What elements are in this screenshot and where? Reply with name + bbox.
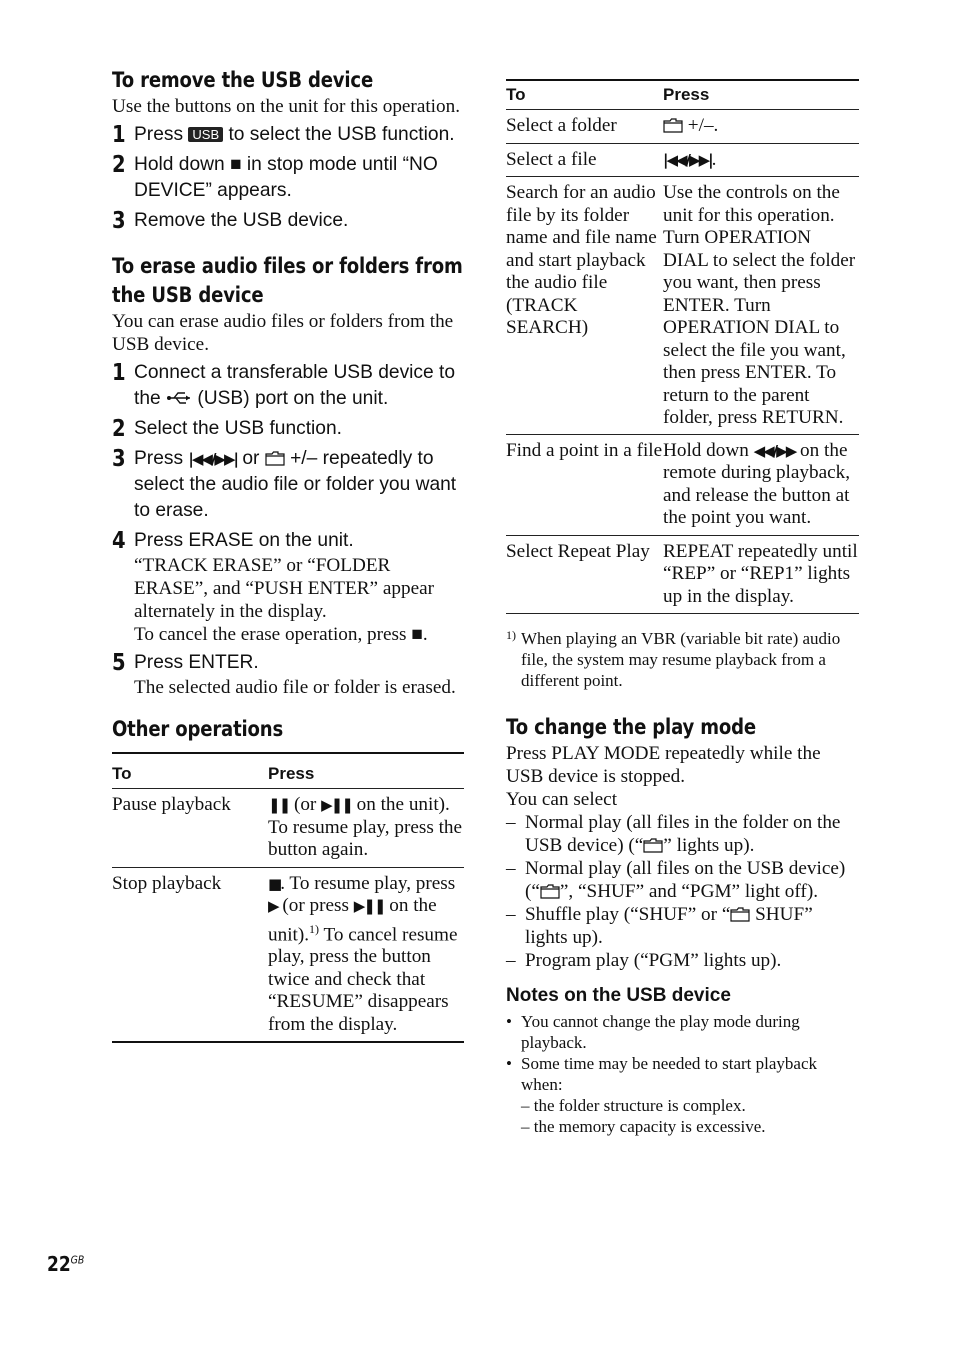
table-row <box>506 434 859 535</box>
table-cell <box>663 143 859 177</box>
table-cell: Use the controls on the unit for this operation. Turn OPERATION DIAL to select the folder you want, then press ENTER. Turn OPERATION DIAL to select the file you want, then press ENTER. To return to the parent folder, press RETURN. <box>663 177 859 435</box>
folder-icon <box>730 907 750 922</box>
table-cell: Select a file <box>506 143 663 177</box>
cell-text: on the unit). <box>268 895 437 945</box>
footnote-text: When playing an VBR (variable bit rate) audio file, the system may resume playback from a different point. <box>521 629 841 690</box>
erase-intro: You can erase audio files or folders from the USB device. <box>112 311 454 355</box>
step-text: Press <box>134 448 184 469</box>
table-cell: REPEAT repeatedly until “REP” or “REP1” lights up in the display. <box>663 535 859 614</box>
column-header: To <box>506 85 526 104</box>
erase-step-3 <box>112 446 464 524</box>
prev-next-icon: |◀◀/▶▶| <box>663 150 712 169</box>
remove-step-1 <box>112 122 464 148</box>
notes-heading: Notes on the USB device <box>506 985 731 1006</box>
table-cell: Pause playback <box>112 789 268 868</box>
table-header-row <box>112 753 464 789</box>
table-row <box>506 535 859 614</box>
step-text: Press <box>134 124 184 145</box>
page-suffix: GB <box>70 1253 85 1267</box>
table-row <box>506 143 859 177</box>
prev-next-icon: |◀◀/▶▶| <box>188 450 237 468</box>
column-header: To <box>112 764 132 783</box>
play-pause-icon: ▶❚❚ <box>321 796 352 814</box>
step-text: Press ERASE on the unit. <box>134 530 354 551</box>
erase-heading-line-2: the USB device <box>112 283 264 307</box>
step-text: Connect a transferable USB device to the <box>134 362 456 409</box>
list-item: – Normal play (all files on the USB device) (“ ”, “SHUF” and “PGM” light off). <box>506 858 846 902</box>
step-number: 1 <box>112 122 126 148</box>
table-cell: Select a folder <box>506 110 663 144</box>
table-row <box>506 177 859 435</box>
step-text: Press ENTER. <box>134 652 259 673</box>
step-number: 4 <box>112 528 126 554</box>
table-header-row <box>506 80 859 110</box>
cell-text: +/–. <box>687 115 719 136</box>
other-operations-heading: Other operations <box>112 717 284 741</box>
step-number: 5 <box>112 650 126 676</box>
page-number: $22^{GB}$ <box>47 1252 85 1276</box>
table-cell <box>268 789 464 868</box>
folder-icon <box>663 118 683 133</box>
list-item: – Program play (“PGM” lights up). <box>506 950 782 971</box>
pause-icon: ❚❚ <box>268 796 290 814</box>
erase-step-1 <box>112 360 464 412</box>
step-number: 1 <box>112 360 126 386</box>
table-cell <box>663 434 859 535</box>
step-text: Hold down ■ in stop mode until “NO DEVICE” appears. <box>134 154 438 201</box>
usb-port-icon <box>166 391 192 405</box>
table-cell: Select Repeat Play <box>506 535 663 614</box>
table-row <box>112 867 464 1042</box>
other-operations-table <box>112 752 464 1043</box>
step-text: +/– repeatedly to select the audio file or folder you want to erase. <box>134 448 457 521</box>
step-text: Remove the USB device. <box>134 210 349 231</box>
step-text: Select the USB function. <box>134 418 342 439</box>
folder-icon <box>540 884 560 899</box>
operations-table <box>506 79 859 614</box>
play-mode-intro: Press PLAY MODE repeatedly while the USB device is stopped. <box>506 743 821 787</box>
subnote-item: – the folder structure is complex. <box>521 1096 746 1115</box>
note-item: • You cannot change the play mode during playback. <box>506 1012 800 1052</box>
cell-text: on the remote during playback, and release the button at the point you want. <box>663 439 851 528</box>
remove-step-2 <box>112 152 464 204</box>
rewind-forward-icon: ◀◀/▶▶ <box>753 441 796 460</box>
table-cell: Search for an audio file by its folder name and file name and start playback the audio file (TRACK SEARCH) <box>506 177 663 435</box>
erase-step-4 <box>112 528 464 554</box>
step-number: 3 <box>112 446 126 472</box>
cell-text: on the unit). To resume play, press the button again. <box>268 794 463 860</box>
step-note: The selected audio file or folder is erased. <box>134 677 456 698</box>
play-icon: ▶ <box>268 897 278 915</box>
left-column <box>112 66 464 1043</box>
step-number: 2 <box>112 416 126 442</box>
stop-icon: ■ <box>268 874 281 893</box>
table-cell: Find a point in a file <box>506 434 663 535</box>
play-mode-heading: To change the play mode <box>506 715 756 739</box>
footnote-mark: 1) <box>506 628 516 642</box>
cell-text: Hold down <box>663 439 749 461</box>
column-header: Press <box>663 85 710 104</box>
subnote-item: – the memory capacity is excessive. <box>521 1117 766 1136</box>
cell-text: To cancel resume play, press the button twice and check that “RESUME” disappears from the display. <box>268 923 458 1035</box>
list-item: – Normal play (all files in the folder on the USB device) (“ ” lights up). <box>506 812 841 856</box>
column-header: Press <box>268 764 315 783</box>
table-cell <box>268 867 464 1042</box>
cell-text: . <box>711 148 717 170</box>
erase-step-2 <box>112 416 464 442</box>
folder-icon <box>265 451 285 466</box>
table-cell <box>663 110 859 144</box>
remove-usb-heading: To remove the USB device <box>112 68 374 92</box>
play-pause-icon: ▶❚❚ <box>353 897 385 915</box>
cell-text: (or press <box>282 895 349 916</box>
cell-text: . To resume play, press <box>280 872 456 894</box>
remove-step-3 <box>112 208 464 234</box>
you-can-select: You can select <box>506 789 618 810</box>
step-note: “TRACK ERASE” or “FOLDER ERASE”, and “PUSH ENTER” appear alternately in the display. <box>134 555 435 622</box>
table-row <box>112 789 464 868</box>
usb-button-icon: USB <box>188 127 223 142</box>
erase-heading-line-1: To erase audio files or folders from <box>112 254 463 278</box>
step-number: 3 <box>112 208 126 234</box>
right-column <box>506 79 859 1137</box>
folder-icon <box>643 838 663 853</box>
cell-text: (or <box>293 794 317 815</box>
footnote-ref: 1) <box>309 921 320 936</box>
table-row <box>506 110 859 144</box>
list-item: – Shuffle play (“SHUF” or “ SHUF” lights up). <box>506 904 813 948</box>
step-text: or <box>242 448 260 469</box>
table-cell: Stop playback <box>112 867 268 1042</box>
remove-intro: Use the buttons on the unit for this operation. <box>112 96 460 117</box>
step-text: to select the USB function. <box>228 124 455 145</box>
step-text: (USB) port on the unit. <box>197 388 389 409</box>
note-item: • Some time may be needed to start playback when: <box>506 1054 817 1094</box>
step-number: 2 <box>112 152 126 178</box>
step-note: To cancel the erase operation, press ■. <box>134 624 428 645</box>
footnote <box>506 628 859 691</box>
erase-step-5 <box>112 650 464 676</box>
